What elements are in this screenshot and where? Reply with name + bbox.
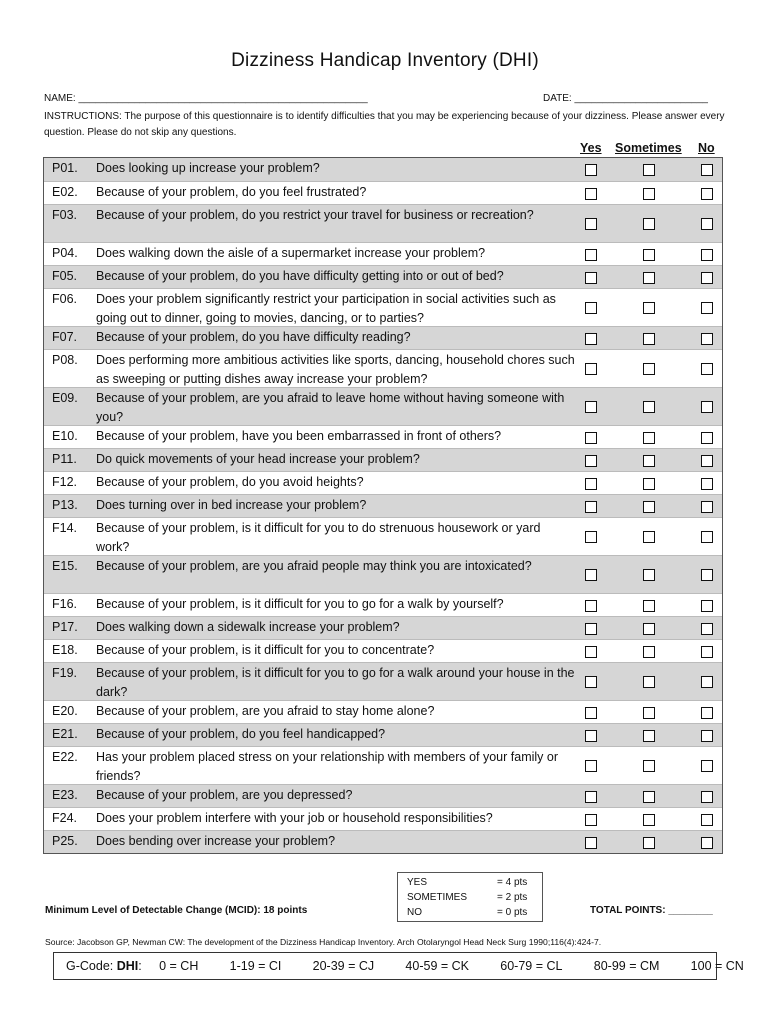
checkbox-yes[interactable] — [585, 333, 597, 345]
question-code: E15. — [52, 559, 78, 573]
question-row — [44, 242, 722, 265]
question-text: Because of your problem, are you afraid to leave home without having someone with you? — [96, 391, 565, 424]
checkbox-no[interactable] — [701, 814, 713, 826]
checkbox-no[interactable] — [701, 432, 713, 444]
scoring-value: = 2 pts — [497, 892, 528, 903]
question-code: E22. — [52, 750, 78, 764]
scoring-legend — [397, 872, 543, 922]
checkbox-no[interactable] — [701, 501, 713, 513]
checkbox-sometimes[interactable] — [643, 432, 655, 444]
question-row — [44, 784, 722, 807]
checkbox-sometimes[interactable] — [643, 333, 655, 345]
date-field[interactable]: DATE: ________________________ — [543, 93, 708, 104]
question-row — [44, 425, 722, 448]
question-code: F03. — [52, 208, 78, 222]
checkbox-sometimes[interactable] — [643, 600, 655, 612]
name-field[interactable]: NAME: ____________________________________________________ — [44, 93, 368, 104]
gcode-range: 1-19 = CI — [229, 959, 282, 973]
checkbox-sometimes[interactable] — [643, 791, 655, 803]
checkbox-sometimes[interactable] — [643, 623, 655, 635]
question-text: Does walking down the aisle of a supermarket increase your problem? — [96, 246, 486, 260]
column-header-sometimes: Sometimes — [615, 141, 682, 155]
question-row — [44, 807, 722, 830]
checkbox-no[interactable] — [701, 272, 713, 284]
checkbox-no[interactable] — [701, 676, 713, 688]
checkbox-yes[interactable] — [585, 218, 597, 230]
question-code: F06. — [52, 292, 78, 306]
question-text: Does your problem interfere with your job or household responsibilities? — [96, 811, 493, 825]
checkbox-no[interactable] — [701, 791, 713, 803]
questions-table — [43, 157, 723, 854]
question-text: Because of your problem, do you have difficulty reading? — [96, 330, 411, 344]
question-code: F05. — [52, 269, 78, 283]
checkbox-sometimes[interactable] — [643, 531, 655, 543]
checkbox-sometimes[interactable] — [643, 188, 655, 200]
checkbox-yes[interactable] — [585, 164, 597, 176]
checkbox-sometimes[interactable] — [643, 478, 655, 490]
checkbox-yes[interactable] — [585, 478, 597, 490]
question-row — [44, 746, 722, 784]
checkbox-sometimes[interactable] — [643, 363, 655, 375]
gcode-colon: : — [138, 959, 160, 973]
gcode-range: 0 = CH — [159, 959, 199, 973]
gcode-range: 80-99 = CM — [593, 959, 660, 973]
total-points-field[interactable]: TOTAL POINTS: ________ — [590, 905, 713, 916]
question-code: F19. — [52, 666, 78, 680]
question-text: Because of your problem, are you afraid people may think you are intoxicated? — [96, 559, 532, 573]
gcode-range: 40-59 = CK — [405, 959, 470, 973]
checkbox-yes[interactable] — [585, 569, 597, 581]
question-text: Does bending over increase your problem? — [96, 834, 336, 848]
scoring-value: = 0 pts — [497, 907, 528, 918]
checkbox-sometimes[interactable] — [643, 676, 655, 688]
gcode-prefix: G-Code: — [66, 959, 117, 973]
checkbox-sometimes[interactable] — [643, 501, 655, 513]
column-header-yes: Yes — [580, 141, 602, 155]
checkbox-yes[interactable] — [585, 646, 597, 658]
question-row — [44, 700, 722, 723]
instructions-text: INSTRUCTIONS: The purpose of this questionnaire is to identify difficulties that you may be experiencing because of your dizziness. Please answer every question. Please do not skip any questions. — [44, 111, 725, 138]
checkbox-no[interactable] — [701, 333, 713, 345]
question-code: E18. — [52, 643, 78, 657]
gcode-range: 100 = CN — [690, 959, 744, 973]
gcode-legend — [53, 952, 744, 980]
gcode-range: 60-79 = CL — [500, 959, 563, 973]
question-code: F16. — [52, 597, 78, 611]
checkbox-yes[interactable] — [585, 791, 597, 803]
question-text: Do quick movements of your head increase your problem? — [96, 452, 420, 466]
checkbox-no[interactable] — [701, 363, 713, 375]
checkbox-no[interactable] — [701, 730, 713, 742]
scoring-value: = 4 pts — [497, 877, 528, 888]
checkbox-yes[interactable] — [585, 531, 597, 543]
checkbox-no[interactable] — [701, 707, 713, 719]
checkbox-yes[interactable] — [585, 760, 597, 772]
checkbox-yes[interactable] — [585, 623, 597, 635]
column-header-no: No — [698, 141, 715, 155]
question-row — [44, 448, 722, 471]
checkbox-sometimes[interactable] — [643, 730, 655, 742]
checkbox-sometimes[interactable] — [643, 164, 655, 176]
question-code: E10. — [52, 429, 78, 443]
question-text: Because of your problem, is it difficult for you to do strenuous housework or yard work? — [96, 521, 541, 554]
question-text: Does performing more ambitious activities like sports, dancing, household chores such as sweeping or putting dishes away increase your problem? — [96, 353, 575, 386]
scoring-label: SOMETIMES — [407, 892, 468, 903]
question-code: P13. — [52, 498, 78, 512]
question-code: E20. — [52, 704, 78, 718]
question-text: Does looking up increase your problem? — [96, 161, 320, 175]
checkbox-sometimes[interactable] — [643, 455, 655, 467]
gcode-range: 20-39 = CJ — [312, 959, 375, 973]
checkbox-sometimes[interactable] — [643, 302, 655, 314]
checkbox-sometimes[interactable] — [643, 837, 655, 849]
question-text: Does walking down a sidewalk increase your problem? — [96, 620, 400, 634]
page-title: Dizziness Handicap Inventory (DHI) — [231, 50, 539, 71]
checkbox-yes[interactable] — [585, 432, 597, 444]
checkbox-no[interactable] — [701, 478, 713, 490]
checkbox-yes[interactable] — [585, 600, 597, 612]
question-text: Because of your problem, do you feel frustrated? — [96, 185, 367, 199]
checkbox-no[interactable] — [701, 455, 713, 467]
checkbox-yes[interactable] — [585, 272, 597, 284]
checkbox-no[interactable] — [701, 569, 713, 581]
question-code: E02. — [52, 185, 78, 199]
question-text: Because of your problem, are you afraid to stay home alone? — [96, 704, 435, 718]
checkbox-sometimes[interactable] — [643, 249, 655, 261]
checkbox-no[interactable] — [701, 188, 713, 200]
question-code: E09. — [52, 391, 78, 405]
scoring-row — [407, 905, 542, 920]
question-text: Because of your problem, do you restrict your travel for business or recreation? — [96, 208, 534, 222]
question-code: P17. — [52, 620, 78, 634]
checkbox-yes[interactable] — [585, 501, 597, 513]
checkbox-yes[interactable] — [585, 837, 597, 849]
checkbox-no[interactable] — [701, 302, 713, 314]
question-text: Has your problem placed stress on your relationship with members of your family or friends? — [96, 750, 558, 783]
checkbox-no[interactable] — [701, 646, 713, 658]
question-text: Because of your problem, have you been embarrassed in front of others? — [96, 429, 502, 443]
question-row — [44, 555, 722, 593]
scoring-row — [407, 875, 542, 890]
question-text: Does turning over in bed increase your problem? — [96, 498, 367, 512]
question-row — [44, 517, 722, 555]
question-text: Because of your problem, is it difficult for you to go for a walk by yourself? — [96, 597, 504, 611]
question-code: P08. — [52, 353, 78, 367]
question-text: Because of your problem, do you have difficulty getting into or out of bed? — [96, 269, 504, 283]
scoring-row — [407, 890, 542, 905]
question-code: P11. — [52, 452, 77, 466]
question-row — [44, 471, 722, 494]
checkbox-yes[interactable] — [585, 455, 597, 467]
question-row — [44, 387, 722, 425]
question-text: Because of your problem, do you avoid heights? — [96, 475, 364, 489]
checkbox-sometimes[interactable] — [643, 569, 655, 581]
checkbox-no[interactable] — [701, 837, 713, 849]
checkbox-yes[interactable] — [585, 676, 597, 688]
question-row — [44, 288, 722, 326]
checkbox-yes[interactable] — [585, 363, 597, 375]
mcid-note: Minimum Level of Detectable Change (MCID): 18 points — [45, 905, 308, 916]
question-row — [44, 494, 722, 517]
checkbox-yes[interactable] — [585, 814, 597, 826]
scoring-label: NO — [407, 907, 422, 918]
question-row — [44, 204, 722, 242]
question-row — [44, 158, 722, 181]
checkbox-sometimes[interactable] — [643, 646, 655, 658]
question-row — [44, 830, 722, 853]
question-text: Because of your problem, are you depressed? — [96, 788, 353, 802]
question-row — [44, 349, 722, 387]
question-row — [44, 616, 722, 639]
question-code: P01. — [52, 161, 78, 175]
question-code: F07. — [52, 330, 78, 344]
checkbox-no[interactable] — [701, 164, 713, 176]
question-code: E23. — [52, 788, 78, 802]
checkbox-sometimes[interactable] — [643, 760, 655, 772]
checkbox-yes[interactable] — [585, 730, 597, 742]
question-code: F12. — [52, 475, 78, 489]
question-row — [44, 326, 722, 349]
question-code: F24. — [52, 811, 78, 825]
question-text: Because of your problem, is it difficult for you to concentrate? — [96, 643, 435, 657]
question-code: F14. — [52, 521, 78, 535]
question-row — [44, 723, 722, 746]
question-row — [44, 639, 722, 662]
question-text: Does your problem significantly restrict your participation in social activities such as going out to dinner, going to movies, dancing, or to parties? — [96, 292, 556, 325]
source-citation: Source: Jacobson GP, Newman CW: The development of the Dizziness Handicap Inventory. Arch Otolaryngol Head Neck Surg 1990;116(4):424-7. — [45, 937, 602, 947]
checkbox-sometimes[interactable] — [643, 272, 655, 284]
checkbox-yes[interactable] — [585, 707, 597, 719]
question-row — [44, 593, 722, 616]
checkbox-yes[interactable] — [585, 249, 597, 261]
question-code: P25. — [52, 834, 78, 848]
checkbox-sometimes[interactable] — [643, 707, 655, 719]
scoring-label: YES — [407, 877, 428, 888]
gcode-dhi-label: DHI — [116, 959, 139, 973]
checkbox-sometimes[interactable] — [643, 814, 655, 826]
question-code: P04. — [52, 246, 78, 260]
checkbox-sometimes[interactable] — [643, 218, 655, 230]
checkbox-no[interactable] — [701, 760, 713, 772]
checkbox-yes[interactable] — [585, 302, 597, 314]
checkbox-no[interactable] — [701, 600, 713, 612]
question-code: E21. — [52, 727, 78, 741]
question-text: Because of your problem, is it difficult for you to go for a walk around your house in the dark? — [96, 666, 575, 699]
question-row — [44, 662, 722, 700]
checkbox-no[interactable] — [701, 531, 713, 543]
checkbox-no[interactable] — [701, 623, 713, 635]
question-row — [44, 265, 722, 288]
checkbox-no[interactable] — [701, 218, 713, 230]
checkbox-no[interactable] — [701, 249, 713, 261]
checkbox-yes[interactable] — [585, 401, 597, 413]
question-row — [44, 181, 722, 204]
question-text: Because of your problem, do you feel handicapped? — [96, 727, 386, 741]
checkbox-sometimes[interactable] — [643, 401, 655, 413]
checkbox-no[interactable] — [701, 401, 713, 413]
checkbox-yes[interactable] — [585, 188, 597, 200]
